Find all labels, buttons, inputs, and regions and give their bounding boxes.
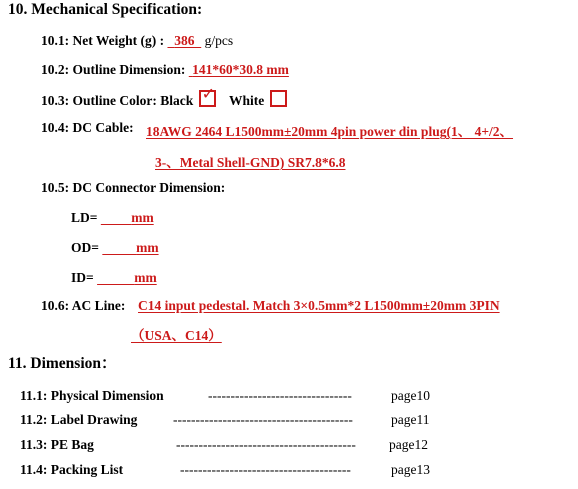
- dim-item-2-dashes: ----------------------------------------: [173, 412, 353, 427]
- section-11-title: 11. Dimension：: [8, 355, 117, 372]
- dim-item-3-page: page12: [389, 437, 428, 452]
- dim-item-1-label: 11.1: Physical Dimension: [20, 388, 164, 403]
- ac-line-label: 10.6: AC Line:: [41, 298, 126, 313]
- ld-row: [71, 210, 154, 226]
- section-10-title: 10. Mechanical Specification:: [8, 1, 203, 18]
- net-weight-value: 386: [174, 33, 195, 48]
- outline-color-label: 10.3: Outline Color: Black: [41, 93, 194, 108]
- dim-item-1-dashes: --------------------------------: [208, 388, 352, 403]
- black-checkbox[interactable]: [199, 84, 216, 107]
- outline-dimension-row: [41, 62, 289, 78]
- dim-item-1-page: page10: [391, 388, 430, 403]
- ac-line-line1: C14 input pedestal. Match 3×0.5mm*2 L1500mm±20mm 3PIN: [138, 298, 500, 313]
- ld-label: LD=: [71, 210, 98, 225]
- dc-cable-line2: 3-、Metal Shell-GND) SR7.8*6.8: [155, 155, 346, 170]
- outline-color-row: [41, 84, 287, 109]
- dim-item-2-label: 11.2: Label Drawing: [20, 412, 138, 427]
- outline-dimension-value: 141*60*30.8 mm: [192, 62, 289, 77]
- od-label: OD=: [71, 240, 99, 255]
- dim-item-4-dashes: --------------------------------------: [180, 462, 351, 477]
- outline-dimension-label: 10.2: Outline Dimension:: [41, 62, 186, 77]
- dc-connector-label: 10.5: DC Connector Dimension:: [41, 180, 226, 195]
- id-label: ID=: [71, 270, 94, 285]
- dim-item-2-page: page11: [391, 412, 430, 427]
- od-value: mm: [136, 240, 159, 255]
- net-weight-unit: g/pcs: [204, 33, 234, 48]
- white-label: White: [229, 93, 265, 108]
- dc-cable-label: 10.4: DC Cable:: [41, 120, 134, 135]
- id-row: [71, 270, 157, 286]
- id-value: mm: [134, 270, 157, 285]
- ld-value: mm: [131, 210, 154, 225]
- white-checkbox[interactable]: [270, 90, 287, 107]
- dim-item-3-dashes: ----------------------------------------: [176, 437, 356, 452]
- dim-item-3-label: 11.3: PE Bag: [20, 437, 94, 452]
- net-weight-label: 10.1: Net Weight (g) :: [41, 33, 165, 48]
- od-row: [71, 240, 159, 256]
- net-weight-row: [41, 33, 233, 49]
- ac-line-line2: （USA、C14）: [131, 328, 222, 343]
- dc-cable-line1: 18AWG 2464 L1500mm±20mm 4pin power din plug(1、 4+/2、: [146, 124, 514, 139]
- dim-item-4-page: page13: [391, 462, 430, 477]
- dim-item-4-label: 11.4: Packing List: [20, 462, 124, 477]
- check-icon: ✓: [201, 84, 216, 103]
